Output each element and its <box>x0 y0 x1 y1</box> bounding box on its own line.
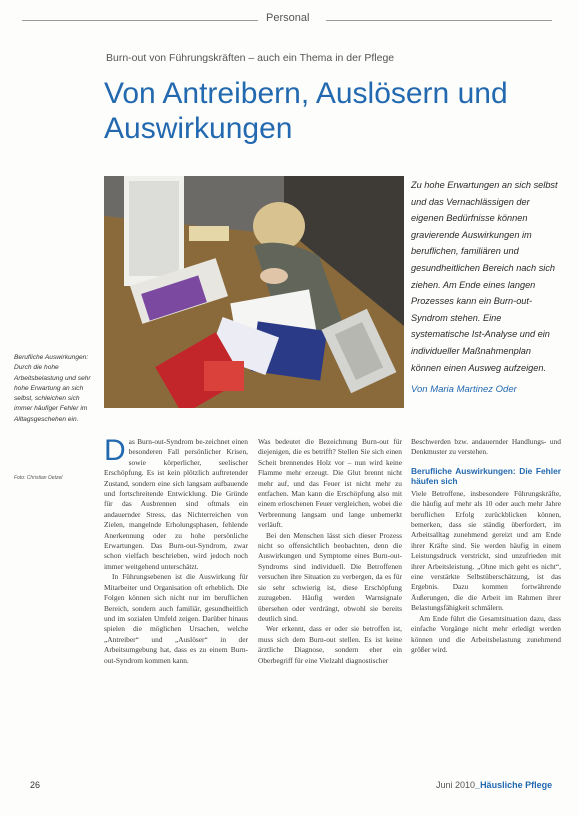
body-paragraph <box>104 434 248 572</box>
photo-credit: Foto: Christian Oetzel <box>14 475 63 481</box>
paragraph-text: as Burn-out-Syndrom be-zeichnet einen besonderen Fall persönlicher Krisen, sowie körperlicher, seelischer Erschöpfung. Es ist kein plötzlich auftretender Zustand, sondern eine sich langsam aufbauende und fortschreitende Entwicklung. Die Gründe für das Ausbrennen sind oftmals ein andauernder Stress, das Nichterreichen von Zielen, mangelnde Erholungsphasen, fehlende Anerkennung oder zu hohe persönliche Erwartungen. Das Burn-out-Syndrom, zwar schon vielfach beschrieben, wird jedoch noch immer weitgehend unterschätzt. <box>104 437 248 571</box>
drop-cap: D <box>104 434 126 467</box>
body-paragraph: Wer erkennt, dass er oder sie betroffen ist, muss sich dem Burn-out stellen. Es ist keine ärztliche Diagnose, sondern eher ein Oberbegriff für eine Vielzahl diagnostischer <box>258 624 402 665</box>
section-label: Personal <box>266 12 310 24</box>
footer-issue-info: Juni 2010_Häusliche Pflege <box>436 780 553 790</box>
article-title: Von Antreibern, Auslösern und Auswirkungen <box>104 77 508 145</box>
body-column-1 <box>104 434 248 666</box>
header-rule-left <box>22 20 258 21</box>
header-rule-right <box>326 20 552 21</box>
issue-date: Juni 2010 <box>436 780 476 790</box>
body-paragraph: Beschwerden bzw. andauernder Handlungs- und Denkmuster zu verstehen. <box>411 437 561 457</box>
article-byline: Von Maria Martinez Oder <box>411 384 517 395</box>
page-number: 26 <box>30 780 41 790</box>
photo-caption: Berufliche Auswirkungen: Durch die hohe Arbeitsbelastung und sehr hohe Erwartung an sich selbst, schleichen sich immer häufiger Fehler im Alltagsgeschehen ein. <box>14 354 91 423</box>
magazine-name: Häusliche Pflege <box>480 780 553 790</box>
photo-illustration <box>104 176 404 408</box>
article-intro: Zu hohe Erwartungen an sich selbst und das Vernachlässigen der eigenen Bedürfnisse können gravierende Auswirkungen im beruflichen, familiären und gesundheitlichen Bereich nach sich ziehen. Am Ende eines langen Prozesses kann ein Burn-out-Syndrom stehen. Eine systematische Ist-Analyse und ein individueller Maßnahmenplan können einen Ausweg aufzeigen. <box>411 180 558 373</box>
body-column-2 <box>258 437 402 666</box>
body-paragraph: Bei den Menschen lässt sich dieser Prozess nicht so offensichtlich beobachten, denn die Auswirkungen und Symptome eines Burn-out-Syndroms sind individuell. Die Betroffenen versuchen ihre Situation zu verbergen, da es für sie sehr schwierig ist, diese Erschöpfung zuzugeben. Häufig werden Warnsignale übersehen oder verdrängt, obwohl sie bereits deutlich sind. <box>258 530 402 623</box>
body-paragraph: Viele Betroffene, insbesondere Führungskräfte, die häufig auf mehr als 10 oder auch mehr Jahre beruflichen Erfolg zurückblicken können, bemerken, dass sie ständig überfordert, im Arbeitsalltag zunehmend gereizt und am Ende ihrer Kräfte sind. Sie werden häufig in einem Leistungsdruck verstrickt, sind unzufrieden mit ihrer Arbeitsleistung. „Ohne mich geht es nicht“, eine verstärkte Selbstüberschätzung, ist das Ergebnis. Dazu kommen fortwährende Äußerungen, die die Arbeit im Rahmen ihrer Belastungsfähigkeit schmälern. <box>411 488 561 613</box>
body-paragraph: Was bedeutet die Bezeichnung Burn-out für diejenigen, die es betrifft? Stellen Sie sich einen Scheit brennendes Holz vor – nun wird keine Flamme mehr erzeugt. Die Glut brennt nicht mehr auf, und das Feuer ist nicht mehr zu entfachen. Man kann die Erschöpfung also mit einem erloschenen Feuer vergleichen, wobei die Verbrennung langsam und lange unbemerkt verläuft. <box>258 437 402 530</box>
body-paragraph: Am Ende führt die Gesamtsituation dazu, dass einfache Vorgänge nicht mehr erledigt werden können und die Arbeitsbelastung zunehmend größer wird. <box>411 613 561 654</box>
article-photo <box>104 176 404 408</box>
section-subhead: Berufliche Auswirkungen: Die Fehler häufen sich <box>411 465 561 487</box>
body-paragraph: In Führungsebenen ist die Auswirkung für Mitarbeiter und Organisation oft erheblich. Die Folgen können sich nicht nur im beruflichen Bereich, sondern auch familiär, gesundheitlich und im sozialen Umfeld zeigen. Darüber hinaus spielen die möglichen Ursachen, welche „Antreiber“ und „Auslöser“ in der Arbeitsumgebung hat, dass es zu einem Burn-out-Syndrom kommen kann. <box>104 572 248 665</box>
article-kicker: Burn-out von Führungskräften – auch ein Thema in der Pflege <box>106 52 395 64</box>
body-column-3 <box>411 437 561 655</box>
